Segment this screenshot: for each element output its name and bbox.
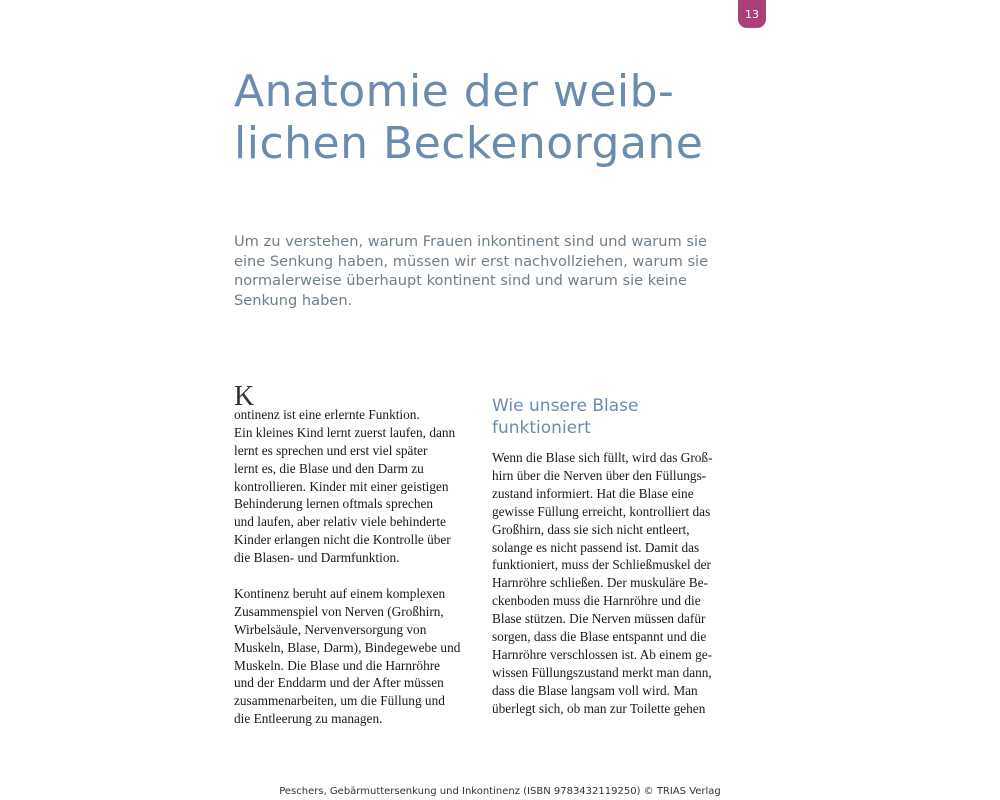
page-number-badge: 13 [738, 0, 766, 28]
text-line: hirn über die Nerven über den Füllungs- [492, 467, 707, 483]
text-line [234, 381, 474, 424]
intro-line: Senkung haben. [234, 291, 353, 309]
text-line: die Entleerung zu managen. [234, 711, 383, 727]
text-line: Kinder erlangen nicht die Kontrolle über [234, 532, 451, 548]
paragraph-blase-funktion [492, 449, 732, 718]
drop-cap: K [234, 381, 255, 412]
text-line: dass die Blase langsam voll wird. Man [492, 682, 698, 698]
text-line: funktioniert, muss der Schließmuskel der [492, 557, 711, 573]
title-line: Anatomie der weib- [234, 66, 675, 117]
heading-line: funktioniert [492, 418, 591, 438]
text-line: überlegt sich, ob man zur Toilette gehen [492, 700, 706, 716]
text-line: lernt es sprechen und erst viel später [234, 442, 428, 458]
text-line: Harnröhre verschlossen ist. Ab einem ge- [492, 646, 713, 662]
intro-line: Um zu verstehen, warum Frauen inkontinent sind und warum sie [234, 233, 707, 250]
text-line: solange es nicht passend ist. Damit das [492, 539, 700, 555]
text-line: Muskeln. Die Blase und die Harnröhre [234, 657, 441, 673]
text-line: sorgen, dass die Blase entspannt und die [492, 629, 707, 645]
intro-line: normalerweise überhaupt kontinent sind und warum sie keine [234, 272, 687, 290]
text-line: Muskeln, Blase, Darm), Bindegewebe und [234, 639, 461, 655]
text-line: ckenboden muss die Harnröhre und die [492, 593, 701, 609]
text-line: lernt es, die Blase und den Darm zu [234, 460, 424, 476]
text-line: wissen Füllungszustand merkt man dann, [492, 664, 712, 680]
text-line: gewisse Füllung erreicht, kontrolliert das [492, 503, 711, 519]
text-line: kontrollieren. Kinder mit einer geistigen [234, 478, 449, 494]
paragraph-kontinenz-zusammenspiel [234, 585, 474, 728]
text-line: zusammenarbeiten, um die Füllung und [234, 693, 445, 709]
section-heading [492, 395, 732, 439]
text-line-rest: ontinenz ist eine erlernte Funktion. [234, 406, 420, 422]
text-line: Blase stützen. Die Nerven müssen dafür [492, 611, 706, 627]
text-line: Harnröhre schließen. Der muskuläre Be- [492, 575, 708, 591]
text-line: Kontinenz beruht auf einem komplexen [234, 585, 446, 601]
text-line: Wirbelsäule, Nervenversorgung von [234, 621, 427, 637]
footer-copyright: Peschers, Gebärmuttersenkung und Inkontinenz (ISBN 9783432119250) © TRIAS Verlag [279, 786, 721, 797]
page-title [234, 66, 754, 170]
intro-line: eine Senkung haben, müssen wir erst nachvollziehen, warum sie [234, 252, 709, 270]
text-line: Wenn die Blase sich füllt, wird das Groß- [492, 450, 713, 465]
text-line: Behinderung lernen oftmals sprechen [234, 496, 434, 512]
title-line: lichen Beckenorgane [234, 118, 704, 169]
text-line: und laufen, aber relativ viele behinderte [234, 514, 446, 530]
left-column [234, 381, 474, 728]
text-line: und der Enddarm und der After müssen [234, 675, 444, 691]
intro-paragraph [234, 232, 734, 310]
text-line: die Blasen- und Darmfunktion. [234, 550, 400, 566]
text-line: Ein kleines Kind lernt zuerst laufen, dann [234, 424, 456, 440]
right-column [492, 388, 732, 718]
text-line: Zusammenspiel von Nerven (Großhirn, [234, 603, 444, 619]
paragraph-kontinenz-erlernt [234, 381, 474, 567]
text-line: zustand informiert. Hat die Blase eine [492, 485, 694, 501]
text-line: Großhirn, dass sie sich nicht entleert, [492, 521, 690, 537]
heading-line: Wie unsere Blase [492, 396, 639, 416]
